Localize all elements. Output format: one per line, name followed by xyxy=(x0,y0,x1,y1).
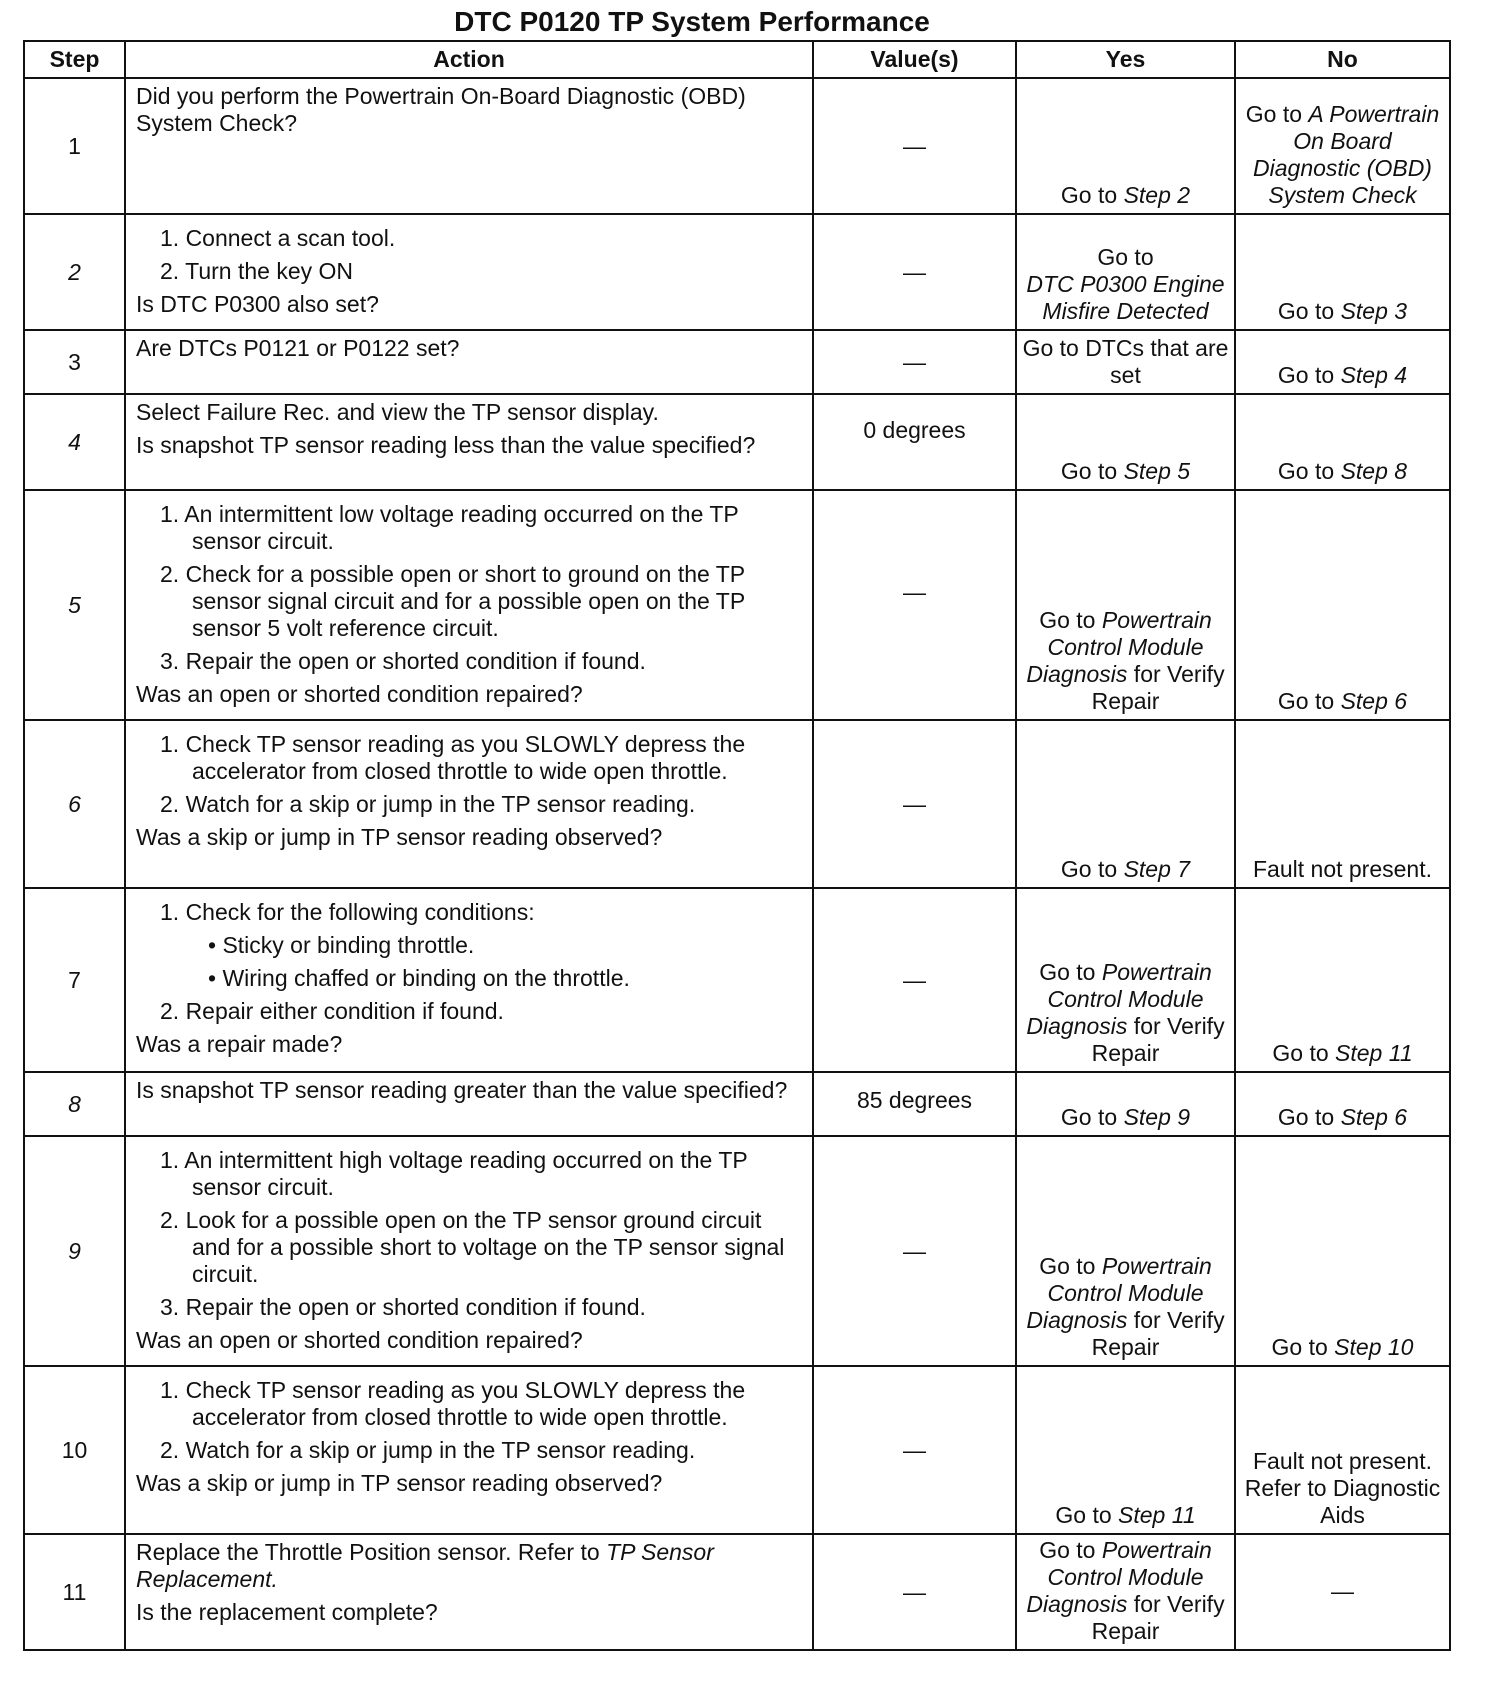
action-cell xyxy=(125,330,813,394)
value-cell: 0 degrees xyxy=(813,394,1016,490)
yes-text: Go to xyxy=(1039,1537,1102,1563)
action-question: Is snapshot TP sensor reading greater than the value specified? xyxy=(136,1077,788,1103)
table-row xyxy=(24,1072,1450,1136)
no-cell xyxy=(1235,490,1450,720)
no-cell xyxy=(1235,330,1450,394)
no-cell xyxy=(1235,394,1450,490)
action-cell xyxy=(125,490,813,720)
no-link: Step 8 xyxy=(1340,458,1408,484)
page-title: DTC P0120 TP System Performance xyxy=(454,6,930,37)
action-bullet: • Wiring chaffed or binding on the throttle. xyxy=(208,965,630,991)
diagnostic-table xyxy=(23,40,1451,1651)
yes-cell xyxy=(1016,394,1235,490)
no-text: Go to xyxy=(1277,362,1341,388)
yes-link: Step 7 xyxy=(1123,856,1191,882)
no-cell xyxy=(1235,888,1450,1072)
step-number: 5 xyxy=(24,490,125,720)
table-row xyxy=(24,1534,1450,1650)
no-link: Step 11 xyxy=(1335,1040,1413,1066)
yes-cell xyxy=(1016,1366,1235,1534)
yes-text: Go to xyxy=(1060,458,1124,484)
no-link: Step 6 xyxy=(1340,1104,1408,1130)
yes-cell xyxy=(1016,214,1235,330)
yes-link: Powertrain Control Module Diagnosis xyxy=(1026,959,1212,1039)
action-cell xyxy=(125,78,813,214)
action-text-plain: Replace the Throttle Position sensor. Refer to xyxy=(136,1539,607,1565)
table-row xyxy=(24,214,1450,330)
no-text: Go to xyxy=(1245,101,1309,127)
value-cell: — xyxy=(813,888,1016,1072)
yes-cell xyxy=(1016,888,1235,1072)
action-cell xyxy=(125,1072,813,1136)
step-number: 10 xyxy=(24,1366,125,1534)
no-text: Go to xyxy=(1272,1040,1336,1066)
step-number: 7 xyxy=(24,888,125,1072)
action-item: 1. Check TP sensor reading as you SLOWLY depress the accelerator from closed throttle to wide open throttle. xyxy=(160,731,746,784)
yes-text: Go to xyxy=(1060,182,1124,208)
action-item: 3. Repair the open or shorted condition if found. xyxy=(160,648,646,674)
action-item: 1. Check TP sensor reading as you SLOWLY depress the accelerator from closed throttle to wide open throttle. xyxy=(160,1377,746,1430)
action-item: 1. Connect a scan tool. xyxy=(160,225,396,251)
header-values: Value(s) xyxy=(813,41,1016,78)
action-cell xyxy=(125,1366,813,1534)
action-text: Select Failure Rec. and view the TP sensor display. xyxy=(136,399,659,425)
table-row xyxy=(24,1136,1450,1366)
step-number: 6 xyxy=(24,720,125,888)
no-cell: Fault not present. Refer to Diagnostic Aids xyxy=(1235,1366,1450,1534)
action-question: Was an open or shorted condition repaired? xyxy=(136,1327,583,1353)
action-item: 2. Watch for a skip or jump in the TP sensor reading. xyxy=(160,1437,696,1463)
action-item: 2. Look for a possible open on the TP sensor ground circuit and for a possible short to voltage on the TP sensor signal circuit. xyxy=(160,1207,785,1287)
step-number: 3 xyxy=(24,330,125,394)
action-item: 2. Check for a possible open or short to ground on the TP sensor signal circuit and for a possible open on the TP sensor 5 volt reference circuit. xyxy=(160,561,745,641)
no-cell xyxy=(1235,214,1450,330)
value-cell: — xyxy=(813,490,1016,720)
action-question: Are DTCs P0121 or P0122 set? xyxy=(136,335,460,361)
action-question: Is the replacement complete? xyxy=(136,1599,438,1625)
header-yes: Yes xyxy=(1016,41,1235,78)
no-link: Step 4 xyxy=(1340,362,1408,388)
step-number: 8 xyxy=(24,1072,125,1136)
no-cell xyxy=(1235,1136,1450,1366)
yes-link: Powertrain Control Module Diagnosis xyxy=(1026,1253,1212,1333)
value-cell: 85 degrees xyxy=(813,1072,1016,1136)
step-number: 11 xyxy=(24,1534,125,1650)
action-question: Was a skip or jump in TP sensor reading observed? xyxy=(136,824,663,850)
table-row xyxy=(24,888,1450,1072)
yes-suffix: for Verify Repair xyxy=(1091,1307,1225,1360)
action-cell xyxy=(125,214,813,330)
action-item: 1. An intermittent low voltage reading occurred on the TP sensor circuit. xyxy=(160,501,739,554)
value-cell: — xyxy=(813,1534,1016,1650)
action-question: Is snapshot TP sensor reading less than the value specified? xyxy=(136,432,756,458)
table-row xyxy=(24,330,1450,394)
no-link: Step 6 xyxy=(1340,688,1408,714)
yes-cell xyxy=(1016,720,1235,888)
yes-text: Go to xyxy=(1060,856,1124,882)
action-item: 2. Turn the key ON xyxy=(160,258,354,284)
yes-text: Go to xyxy=(1097,244,1154,270)
yes-link: Powertrain Control Module Diagnosis xyxy=(1026,1537,1212,1617)
yes-text: Go to xyxy=(1039,607,1102,633)
table-row xyxy=(24,394,1450,490)
value-cell: — xyxy=(813,214,1016,330)
value-cell: — xyxy=(813,1136,1016,1366)
yes-cell xyxy=(1016,78,1235,214)
action-question: Was an open or shorted condition repaired? xyxy=(136,681,583,707)
yes-text: Go to xyxy=(1060,1104,1124,1130)
no-cell: Fault not present. xyxy=(1235,720,1450,888)
action-item: 2. Repair either condition if found. xyxy=(160,998,504,1024)
action-text xyxy=(136,1539,804,1593)
action-cell xyxy=(125,394,813,490)
yes-suffix: for Verify Repair xyxy=(1091,661,1225,714)
table-row xyxy=(24,720,1450,888)
yes-link: Powertrain Control Module Diagnosis xyxy=(1026,607,1212,687)
action-item: 1. An intermittent high voltage reading occurred on the TP sensor circuit. xyxy=(160,1147,748,1200)
action-question: Was a repair made? xyxy=(136,1031,343,1057)
no-cell xyxy=(1235,1072,1450,1136)
no-link: Step 3 xyxy=(1340,298,1408,324)
table-header-row xyxy=(24,41,1450,78)
no-text: Go to xyxy=(1271,1334,1335,1360)
action-cell xyxy=(125,720,813,888)
no-text: Go to xyxy=(1277,1104,1341,1130)
action-question: Did you perform the Powertrain On-Board Diagnostic (OBD) System Check? xyxy=(136,83,746,136)
action-reference: TP Sensor Replacement. xyxy=(136,1539,714,1592)
no-cell xyxy=(1235,78,1450,214)
action-item: 2. Watch for a skip or jump in the TP sensor reading. xyxy=(160,791,696,817)
no-link: A Powertrain On Board Diagnostic (OBD) System Check xyxy=(1253,101,1440,208)
yes-link: DTC P0300 Engine Misfire Detected xyxy=(1026,271,1225,324)
table-row xyxy=(24,78,1450,214)
value-cell: — xyxy=(813,1366,1016,1534)
yes-cell xyxy=(1016,490,1235,720)
step-number: 4 xyxy=(24,394,125,490)
value-cell: — xyxy=(813,720,1016,888)
yes-cell xyxy=(1016,1534,1235,1650)
action-cell xyxy=(125,1136,813,1366)
action-bullet: • Sticky or binding throttle. xyxy=(208,932,475,958)
step-number: 9 xyxy=(24,1136,125,1366)
no-text: Go to xyxy=(1277,458,1341,484)
table-row xyxy=(24,1366,1450,1534)
action-question: Was a skip or jump in TP sensor reading observed? xyxy=(136,1470,663,1496)
value-cell: — xyxy=(813,78,1016,214)
yes-text: Go to xyxy=(1039,959,1102,985)
yes-link: Step 5 xyxy=(1123,458,1191,484)
value-cell: — xyxy=(813,330,1016,394)
action-question: Is DTC P0300 also set? xyxy=(136,291,379,317)
step-number: 2 xyxy=(24,214,125,330)
no-text: Go to xyxy=(1277,688,1341,714)
yes-link: Step 9 xyxy=(1123,1104,1191,1130)
yes-cell xyxy=(1016,1136,1235,1366)
yes-link: Step 11 xyxy=(1118,1502,1196,1528)
yes-suffix: for Verify Repair xyxy=(1091,1591,1225,1644)
yes-text: Go to xyxy=(1039,1253,1102,1279)
yes-cell: Go to DTCs that are set xyxy=(1016,330,1235,394)
step-number: 1 xyxy=(24,78,125,214)
no-link: Step 10 xyxy=(1334,1334,1414,1360)
no-cell: — xyxy=(1235,1534,1450,1650)
action-item: 3. Repair the open or shorted condition if found. xyxy=(160,1294,646,1320)
yes-text: Go to xyxy=(1055,1502,1119,1528)
no-text: Go to xyxy=(1277,298,1341,324)
header-step: Step xyxy=(24,41,125,78)
action-item: 1. Check for the following conditions: xyxy=(160,899,535,925)
action-cell xyxy=(125,1534,813,1650)
table-row xyxy=(24,490,1450,720)
yes-link: Step 2 xyxy=(1123,182,1191,208)
yes-suffix: for Verify Repair xyxy=(1091,1013,1225,1066)
header-action: Action xyxy=(125,41,813,78)
action-cell xyxy=(125,888,813,1072)
header-no: No xyxy=(1235,41,1450,78)
yes-cell xyxy=(1016,1072,1235,1136)
